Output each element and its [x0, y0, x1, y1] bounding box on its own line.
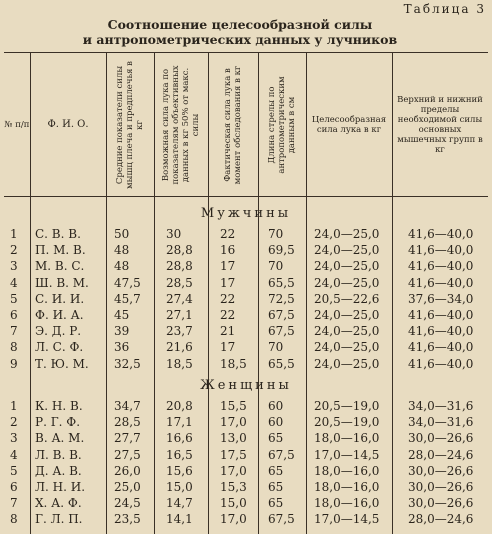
- cell-e: 24,0—25,0: [314, 340, 380, 355]
- cell-f: 28,0—24,6: [408, 512, 474, 527]
- header-num-label: № п/п: [4, 120, 30, 130]
- cell-f: 30,0—26,6: [408, 496, 474, 511]
- cell-name: Х. А. Ф.: [35, 496, 82, 511]
- cell-a: 39: [114, 324, 130, 339]
- cell-b: 15,0: [166, 480, 193, 494]
- cell-name: Л. Н. И.: [35, 480, 86, 494]
- cell-b: 16,6: [166, 431, 193, 446]
- cell-a: 45,7: [114, 291, 141, 306]
- cell-a: 27,7: [114, 431, 141, 446]
- cell-c: 15,3: [220, 480, 247, 494]
- cell-b: 28,8: [166, 259, 193, 274]
- cell-c: 21: [220, 324, 236, 339]
- cell-b: 28,5: [166, 275, 193, 290]
- cell-f: 30,0—26,6: [408, 480, 474, 494]
- cell-n: 4: [10, 447, 18, 462]
- cell-d: 60: [268, 415, 284, 430]
- cell-a: 48: [114, 259, 130, 274]
- cell-name: Г. Л. П.: [35, 512, 83, 527]
- cell-e: 20,5—19,0: [314, 415, 380, 430]
- cell-d: 65: [268, 431, 284, 446]
- cell-name: М. В. С.: [35, 259, 85, 274]
- header-name-label: Ф. И. О.: [47, 119, 89, 130]
- cell-f: 37,6—34,0: [408, 291, 474, 306]
- cell-d: 67,5: [268, 512, 295, 527]
- cell-d: 67,5: [268, 447, 295, 462]
- cell-f: 41,6—40,0: [408, 259, 474, 274]
- cell-n: 2: [10, 415, 18, 430]
- cell-b: 27,1: [166, 308, 193, 322]
- cell-n: 1: [10, 399, 18, 413]
- section-men-heading: Мужчины: [200, 206, 292, 221]
- cell-d: 70: [268, 227, 284, 241]
- cell-e: 24,0—25,0: [314, 243, 380, 258]
- cell-n: 9: [10, 356, 18, 371]
- cell-name: Ф. И. А.: [35, 308, 84, 322]
- header-top-rule: [4, 52, 488, 53]
- title-line-1: Соотношение целесообразной силы: [107, 17, 373, 32]
- cell-a: 23,5: [114, 512, 141, 527]
- table-row: [0, 307, 492, 323]
- cell-b: 15,6: [166, 463, 193, 478]
- cell-name: Э. Д. Р.: [35, 324, 82, 339]
- cell-f: 28,0—24,6: [408, 447, 474, 462]
- cell-a: 36: [114, 340, 130, 355]
- cell-name: Л. С. Ф.: [35, 340, 84, 355]
- cell-c: 13,0: [220, 431, 247, 446]
- table-row: [0, 414, 492, 430]
- cell-e: 20,5—22,6: [314, 291, 380, 306]
- cell-n: 2: [10, 243, 18, 258]
- cell-e: 20,5—19,0: [314, 399, 380, 413]
- cell-c: 22: [220, 227, 236, 241]
- cell-f: 41,6—40,0: [408, 356, 474, 371]
- cell-f: 41,6—40,0: [408, 243, 474, 258]
- table-row: [0, 430, 492, 446]
- cell-n: 4: [10, 275, 18, 290]
- cell-f: 41,6—40,0: [408, 308, 474, 322]
- cell-b: 17,1: [166, 415, 193, 430]
- cell-n: 3: [10, 259, 18, 274]
- cell-c: 15,5: [220, 399, 247, 413]
- cell-f: 34,0—31,6: [408, 415, 474, 430]
- title-line-2: и антропометрических данных у лучников: [82, 32, 398, 47]
- cell-b: 27,4: [166, 291, 193, 306]
- cell-e: 24,0—25,0: [314, 275, 380, 290]
- cell-n: 1: [10, 227, 18, 241]
- header-arrow-length: [258, 56, 306, 194]
- cell-n: 6: [10, 480, 18, 494]
- cell-name: Л. В. В.: [35, 447, 82, 462]
- cell-d: 70: [268, 259, 284, 274]
- header-expedient-force: [306, 56, 392, 194]
- cell-b: 30: [166, 227, 182, 241]
- cell-e: 24,0—25,0: [314, 308, 380, 322]
- table-row: [0, 447, 492, 463]
- cell-e: 17,0—14,5: [314, 512, 380, 527]
- cell-c: 18,5: [220, 356, 247, 371]
- table-row: [0, 275, 492, 291]
- cell-d: 67,5: [268, 324, 295, 339]
- cell-e: 18,0—16,0: [314, 480, 380, 494]
- cell-a: 27,5: [114, 447, 141, 462]
- table-row: [0, 258, 492, 274]
- cell-a: 32,5: [114, 356, 141, 371]
- cell-c: 16: [220, 243, 236, 258]
- header-avg-strength-label: Средние показатели силы мышц плеча и предплечья в кг: [115, 61, 145, 189]
- cell-d: 67,5: [268, 308, 295, 322]
- cell-name: К. Н. В.: [35, 399, 83, 413]
- cell-f: 41,6—40,0: [408, 324, 474, 339]
- table-row: [0, 226, 492, 242]
- table-row: [0, 463, 492, 479]
- cell-c: 17: [220, 259, 236, 274]
- cell-a: 26,0: [114, 463, 141, 478]
- header-num: [4, 56, 30, 194]
- cell-name: Д. А. В.: [35, 463, 82, 478]
- table-row: [0, 323, 492, 339]
- header-bottom-rule: [4, 196, 488, 197]
- cell-n: 7: [10, 324, 18, 339]
- cell-a: 47,5: [114, 275, 141, 290]
- cell-d: 69,5: [268, 243, 295, 258]
- cell-f: 41,6—40,0: [408, 340, 474, 355]
- cell-d: 65,5: [268, 275, 295, 290]
- cell-e: 24,0—25,0: [314, 259, 380, 274]
- cell-a: 24,5: [114, 496, 141, 511]
- table-row: [0, 479, 492, 495]
- header-possible-force-label: Возможная сила лука по показателям объективных данных в кг 50% от макс. силы: [161, 65, 201, 185]
- cell-e: 24,0—25,0: [314, 324, 380, 339]
- cell-f: 30,0—26,6: [408, 463, 474, 478]
- cell-a: 25,0: [114, 480, 141, 494]
- cell-n: 7: [10, 496, 18, 511]
- cell-d: 65: [268, 496, 284, 511]
- cell-e: 17,0—14,5: [314, 447, 380, 462]
- table-row: [0, 291, 492, 307]
- header-expedient-force-label: Целесообразная сила лука в кг: [311, 115, 387, 135]
- cell-b: 14,7: [166, 496, 193, 511]
- cell-a: 28,5: [114, 415, 141, 430]
- cell-e: 18,0—16,0: [314, 496, 380, 511]
- header-name: [30, 56, 106, 194]
- cell-name: Т. Ю. М.: [35, 356, 89, 371]
- cell-n: 5: [10, 463, 18, 478]
- header-limits: [392, 56, 488, 194]
- cell-f: 30,0—26,6: [408, 431, 474, 446]
- table-row: [0, 398, 492, 414]
- cell-b: 20,8: [166, 399, 193, 413]
- cell-d: 72,5: [268, 291, 295, 306]
- cell-a: 50: [114, 227, 130, 241]
- cell-d: 65,5: [268, 356, 295, 371]
- table-row: [0, 511, 492, 527]
- table-row: [0, 495, 492, 511]
- cell-c: 17,0: [220, 415, 247, 430]
- cell-a: 45: [114, 308, 130, 322]
- cell-n: 6: [10, 308, 18, 322]
- header-limits-label: Верхний и нижний пределы необходимой силы основных мышечных групп в кг: [397, 95, 483, 155]
- cell-c: 17: [220, 275, 236, 290]
- cell-c: 17: [220, 340, 236, 355]
- cell-n: 8: [10, 340, 18, 355]
- cell-f: 41,6—40,0: [408, 227, 474, 241]
- cell-e: 24,0—25,0: [314, 227, 380, 241]
- header-actual-force-label: Фактическая сила лука в момент обследования в кг: [223, 65, 243, 185]
- cell-e: 18,0—16,0: [314, 431, 380, 446]
- cell-f: 41,6—40,0: [408, 275, 474, 290]
- cell-a: 48: [114, 243, 130, 258]
- header-arrow-length-label: Длина стрелы по антропометрическим данным в см: [267, 76, 297, 174]
- cell-b: 23,7: [166, 324, 193, 339]
- cell-name: Ш. В. М.: [35, 275, 89, 290]
- cell-d: 70: [268, 340, 284, 355]
- cell-c: 22: [220, 308, 236, 322]
- header-actual-force: [208, 56, 258, 194]
- cell-c: 22: [220, 291, 236, 306]
- header-possible-force: [154, 56, 208, 194]
- cell-n: 5: [10, 291, 18, 306]
- cell-d: 60: [268, 399, 284, 413]
- cell-d: 65: [268, 463, 284, 478]
- cell-b: 14,1: [166, 512, 193, 527]
- cell-name: С. В. В.: [35, 227, 81, 241]
- cell-name: Р. Г. Ф.: [35, 415, 81, 430]
- table-row: [0, 339, 492, 355]
- cell-b: 21,6: [166, 340, 193, 355]
- cell-b: 18,5: [166, 356, 193, 371]
- table-row: [0, 356, 492, 372]
- section-women-heading: Женщины: [200, 378, 292, 393]
- cell-c: 17,0: [220, 463, 247, 478]
- cell-n: 3: [10, 431, 18, 446]
- cell-b: 16,5: [166, 447, 193, 462]
- cell-e: 18,0—16,0: [314, 463, 380, 478]
- cell-c: 15,0: [220, 496, 247, 511]
- cell-e: 24,0—25,0: [314, 356, 380, 371]
- cell-b: 28,8: [166, 243, 193, 258]
- cell-name: С. И. И.: [35, 291, 85, 306]
- cell-a: 34,7: [114, 399, 141, 413]
- cell-name: В. А. М.: [35, 431, 85, 446]
- cell-d: 65: [268, 480, 284, 494]
- cell-c: 17,0: [220, 512, 247, 527]
- cell-c: 17,5: [220, 447, 247, 462]
- table-row: [0, 242, 492, 258]
- cell-name: П. М. В.: [35, 243, 86, 258]
- cell-f: 34,0—31,6: [408, 399, 474, 413]
- cell-n: 8: [10, 512, 18, 527]
- table-label: Таблица 3: [403, 2, 486, 16]
- header-avg-strength: [106, 56, 154, 194]
